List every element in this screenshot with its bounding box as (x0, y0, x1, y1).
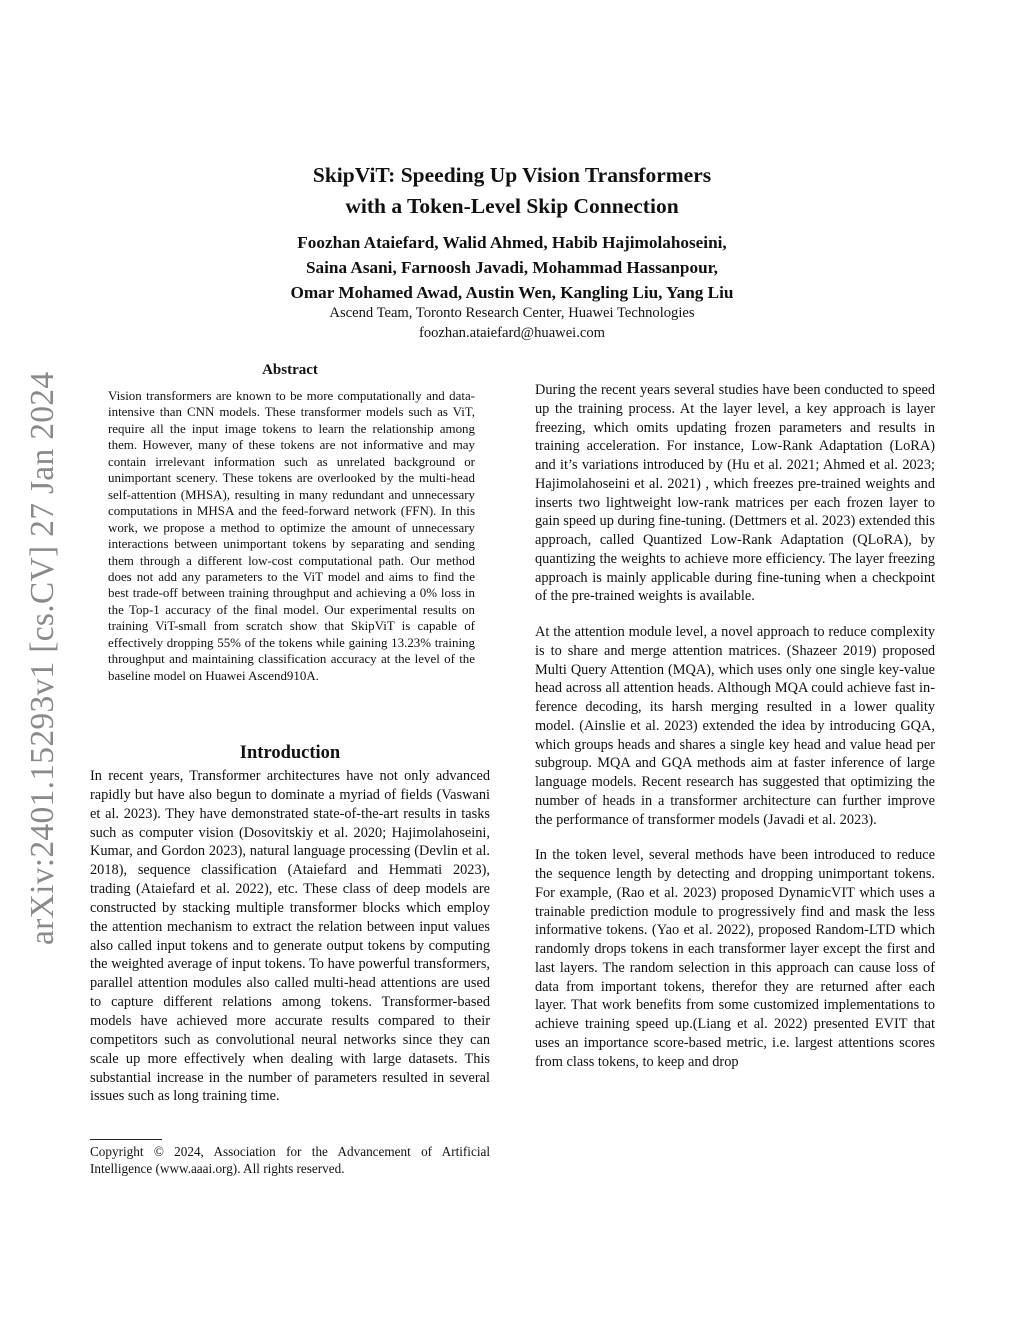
abstract-text: Vision transformers are known to be more computationally and data-intensive than CNN models. These transformer models such as ViT, require all the input image tokens to learn the relationship among them. However, many of these tokens are not informative and may contain irrelevant information such as unrelated background or unimportant scenery. These tokens are overlooked by the multi-head self-attention (MHSA), resulting in many redundant and unnecessary computations in MHSA and the feed-forward network (FFN). In this work, we propose a method to optimize the amount of unnecessary interactions between unimportant tokens by separating and sending them through a different low-cost computational path. Our method does not add any parameters to the ViT model and aims to find the best trade-off between training throughput and achieving a 0% loss in the Top-1 accuracy of the final model. Our experimental results on training ViT-small from scratch show that SkipViT is capable of effectively dropping 55% of the tokens while gaining 13.23% training throughput and maintaining classification accuracy at the level of the baseline model on Huawei Ascend910A. (108, 388, 475, 683)
affiliation: Ascend Team, Toronto Research Center, Huawei Technologies (329, 305, 695, 321)
arxiv-identifier: arXiv:2401.15293v1 [cs.CV] 27 Jan 2024 (24, 371, 61, 945)
paragraph-training-speedup: During the recent years several studies have been conducted to speed up the training process. At the layer level, a key approach is layer freezing, which omits updating frozen parameters and results in training acceleration. For instance, Low-Rank Adaptation (LoRA) and it’s variations introduced by (Hu et al. 2021; Ahmed et al. 2023; Hajimolahoseini et al. 2021) , which freezes pre-trained weights and inserts two lightweight low-rank matrices per each frozen layer to gain speed up during fine-tuning. (Dettmers et al. 2023) extended this approach, called Quantized Low-Rank Adaptation (QLoRA), by quantizing the weights to achieve more efficiency. The layer freezing approach is mainly applicable during fine-tuning when a checkpoint of the pre-trained weights is available. (535, 382, 935, 605)
introduction-heading: Introduction (239, 743, 341, 763)
authors-line-1: Foozhan Ataiefard, Walid Ahmed, Habib Hajimolahoseini, (297, 233, 727, 252)
affiliation-block (0, 304, 1024, 343)
title-line-1: SkipViT: Speeding Up Vision Transformers (312, 163, 712, 187)
paragraph-token-level: In the token level, several methods have been introduced to reduce the sequence length by detecting and dropping unimportant tokens. For example, (Rao et al. 2023) proposed DynamicVIT which uses a trainable prediction module to progressively find and mask the less informative tokens. (Yao et al. 2022), proposed Random-LTD which randomly drops tokens in each transformer layer except the first and last layers. The random selection in this approach can cause loss of data from important tokens, therefor they are returned after each layer. That work benefits from some customized implementations to achieve training speed up.(Liang et al. 2022) presented EVIT that uses an importance score-based metric, i.e. largest attentions scores from class tokens, to keep and drop (535, 847, 935, 1070)
introduction-text: In recent years, Transformer architectures have not only advanced rapidly but have also begun to dominate a myriad of fields (Vaswani et al. 2023). They have demonstrated state-of-the-art results in tasks such as computer vision (Dosovitskiy et al. 2020; Hajimolahoseini, Kumar, and Gordon 2023), natural language processing (Devlin et al. 2018), sequence classification (Ataiefard and Hemmati 2023), trading (Ataiefard et al. 2022), etc. These class of deep models are constructed by stacking multiple transformer blocks which employ the attention mechanism to extract the relation between input values also called input tokens and to generate output tokens by computing the weighted average of input tokens. To have powerful transformers, parallel attention modules also called multi-head attentions are used to capture different relations among tokens. Transformer-based models have achieved more accurate results compared to their competitors such as convolutional neural networks since they can scale up more effectively when dealing with large datasets. This substantial increase in the number of parameters resulted in several issues such as long training time. (90, 768, 490, 1105)
title-line-2: with a Token-Level Skip Connection (345, 194, 679, 218)
authors-line-2: Saina Asani, Farnoosh Javadi, Mohammad Hassanpour, (306, 258, 718, 277)
paper-title (0, 160, 1024, 222)
copyright-footnote: Copyright © 2024, Association for the Advancement of Artificial Intelligence (www.aaai.org). All rights reserved. (90, 1144, 490, 1177)
paragraph-attention-level: At the attention module level, a novel approach to reduce complexity is to share and merge attention matrices. (Shazeer 2019) proposed Multi Query Attention (MQA), which uses only one single key-value head across all attention heads. Although MQA could achieve fast inference decoding, its harsh merging resulted in a lower quality model. (Ainslie et al. 2023) extended the idea by introducing GQA, which groups heads and shares a single key head and value head per subgroup. MQA and GQA methods aim at faster inference of large language models. Recent research has suggested that optimizing the number of heads in a transformer architecture can further improve the performance of transformer models (Javadi et al. 2023). (535, 624, 935, 828)
contact-email[interactable]: foozhan.ataiefard@huawei.com (418, 324, 606, 341)
authors-line-3: Omar Mohamed Awad, Austin Wen, Kangling Liu, Yang Liu (290, 283, 734, 302)
right-column (535, 381, 935, 1088)
abstract-heading: Abstract (262, 362, 318, 378)
author-list (0, 230, 1024, 305)
footnote-divider (90, 1139, 162, 1140)
